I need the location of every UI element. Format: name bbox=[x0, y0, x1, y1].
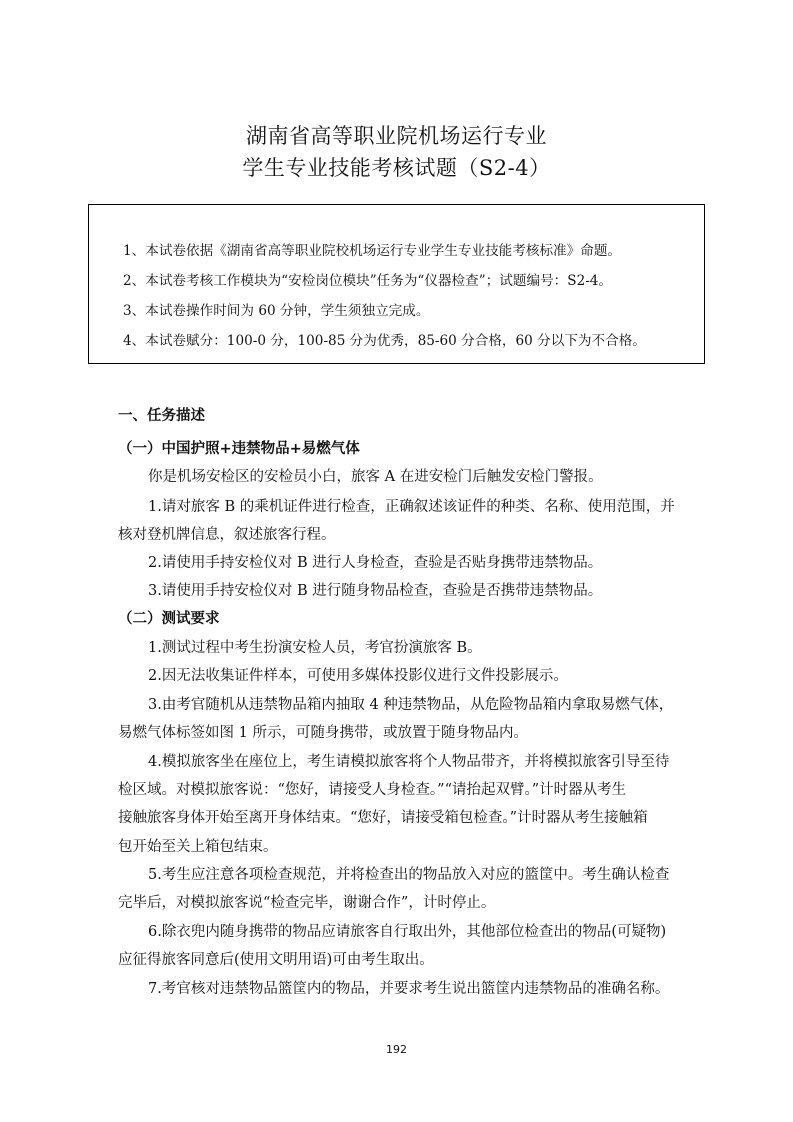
body-line: 你是机场安检区的安检员小白，旅客 A 在进安检门后触发安检门警报。 bbox=[148, 469, 603, 485]
body-line: 7.考官核对违禁物品篮筐内的物品，并要求考生说出篮筐内违禁物品的准确名称。 bbox=[148, 981, 670, 997]
body-line: 完毕后，对模拟旅客说“检查完毕，谢谢合作”，计时停止。 bbox=[118, 895, 496, 911]
body-line: 3.由考官随机从违禁物品箱内抽取 4 种违禁物品，从危险物品箱内拿取易燃气体， bbox=[148, 697, 674, 713]
body-line: 包开始至关上箱包结束。 bbox=[118, 839, 278, 855]
section-heading-task: 一、任务描述 bbox=[118, 408, 205, 424]
body-line: 应征得旅客同意后(使用文明用语)可由考生取出。 bbox=[118, 952, 434, 968]
body-line: 核对登机牌信息，叙述旅客行程。 bbox=[118, 527, 336, 543]
body-line: 易燃气体标签如图 1 所示，可随身携带，或放置于随身物品内。 bbox=[118, 725, 528, 741]
notice-line-4: 4、本试卷赋分：100-0 分，100-85 分为优秀，85-60 分合格，60 分以下为不合格。 bbox=[123, 333, 646, 349]
title-line-1: 湖南省高等职业院机场运行专业 bbox=[246, 124, 547, 148]
page-number: 192 bbox=[386, 1043, 407, 1056]
subsection-heading-1: （一）中国护照+违禁物品+易燃气体 bbox=[118, 441, 360, 457]
notice-line-1: 1、本试卷依据《湖南省高等职业院校机场运行专业学生专业技能考核标准》命题。 bbox=[123, 243, 622, 259]
body-line: 6.除衣兜内随身携带的物品应请旅客自行取出外，其他部位检查出的物品(可疑物) bbox=[148, 924, 667, 940]
body-line: 3.请使用手持安检仪对 B 进行随身物品检查，查验是否携带违禁物品。 bbox=[148, 583, 603, 599]
subsection-heading-2: （二）测试要求 bbox=[118, 611, 220, 627]
title-line-2: 学生专业技能考核试题（S2-4） bbox=[242, 156, 551, 180]
body-line: 1.测试过程中考生扮演安检人员，考官扮演旅客 B。 bbox=[148, 640, 482, 656]
notice-line-3: 3、本试卷操作时间为 60 分钟，学生须独立完成。 bbox=[123, 303, 430, 319]
body-line: 2.请使用手持安检仪对 B 进行人身检查，查验是否贴身携带违禁物品。 bbox=[148, 555, 603, 571]
notice-line-2: 2、本试卷考核工作模块为“安检岗位模块”任务为“仪器检查”；试题编号：S2-4。 bbox=[123, 273, 613, 289]
body-line: 接触旅客身体开始至离开身体结束。“您好，请接受箱包检查。”计时器从考生接触箱 bbox=[118, 810, 648, 826]
body-line: 4.模拟旅客坐在座位上，考生请模拟旅客将个人物品带齐，并将模拟旅客引导至待 bbox=[148, 754, 670, 770]
body-line: 检区域。对模拟旅客说：“您好，请接受人身检查。”“请抬起双臂。”计时器从考生 bbox=[118, 782, 627, 798]
body-line: 5.考生应注意各项检查规范，并将检查出的物品放入对应的篮筐中。考生确认检查 bbox=[148, 867, 670, 883]
body-line: 1.请对旅客 B 的乘机证件进行检查，正确叙述该证件的种类、名称、使用范围，并 bbox=[148, 499, 675, 515]
body-line: 2.因无法收集证件样本，可使用多媒体投影仪进行文件投影展示。 bbox=[148, 668, 568, 684]
notice-box bbox=[88, 204, 705, 364]
